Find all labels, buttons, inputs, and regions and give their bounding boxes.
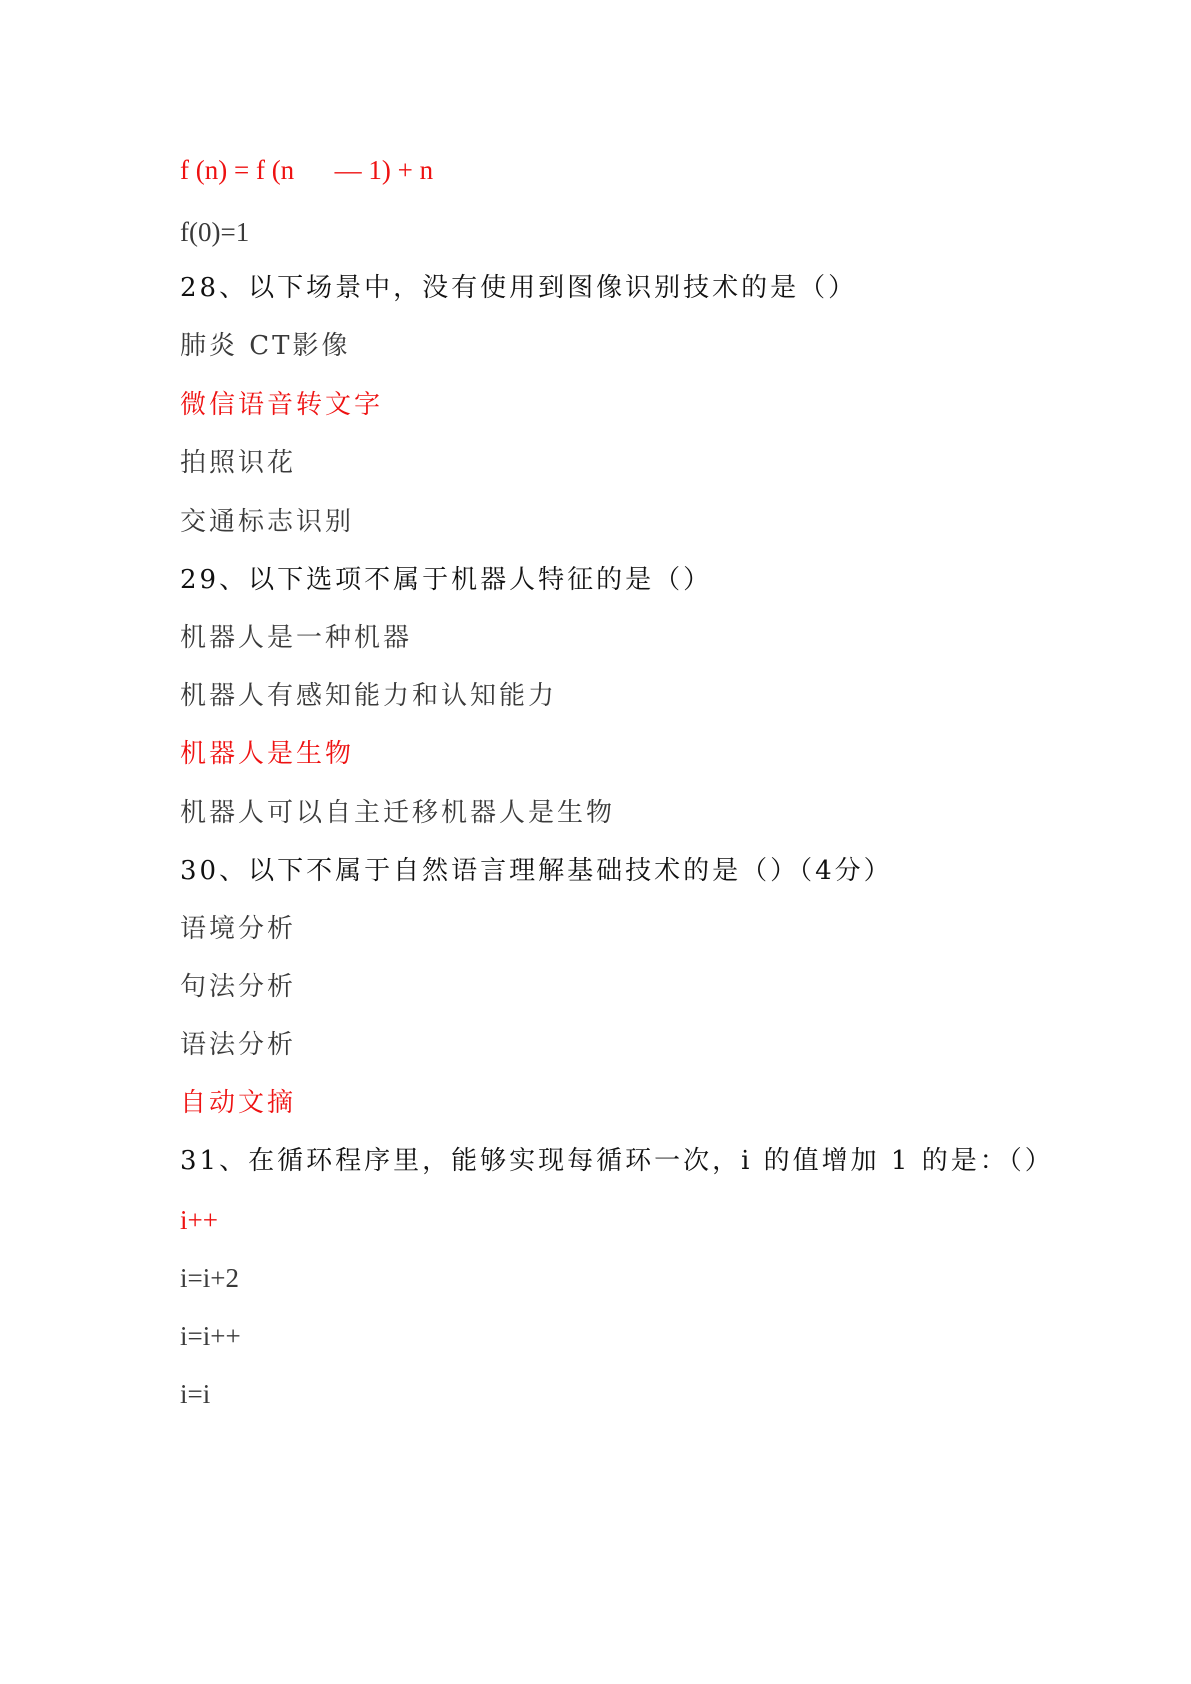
answer-28-b: 微信语音转文字 bbox=[180, 390, 384, 420]
option-line-base-case: f(0)=1 bbox=[180, 217, 250, 247]
option-29-a: 机器人是一种机器 bbox=[180, 623, 413, 653]
option-30-c: 语法分析 bbox=[180, 1030, 297, 1060]
option-30-a: 语境分析 bbox=[180, 914, 297, 944]
question-30: 30、以下不属于自然语言理解基础技术的是（）（4分） bbox=[180, 856, 893, 886]
question-29: 29、以下选项不属于机器人特征的是（） bbox=[180, 565, 713, 595]
answer-line-formula: f (n) = f (n — 1) + n bbox=[180, 155, 434, 185]
answer-30-d: 自动文摘 bbox=[180, 1088, 297, 1118]
option-29-b: 机器人有感知能力和认知能力 bbox=[180, 681, 558, 711]
answer-29-c: 机器人是生物 bbox=[180, 739, 355, 769]
option-29-d: 机器人可以自主迁移机器人是生物 bbox=[180, 798, 616, 828]
option-31-d: i=i bbox=[180, 1379, 211, 1409]
answer-31-a: i++ bbox=[180, 1205, 218, 1235]
question-31: 31、在循环程序里，能够实现每循环一次，i 的值增加 1 的是：（） bbox=[180, 1146, 1054, 1176]
option-28-a: 肺炎 CT影像 bbox=[180, 331, 351, 361]
option-31-b: i=i+2 bbox=[180, 1263, 239, 1293]
option-30-b: 句法分析 bbox=[180, 972, 297, 1002]
option-31-c: i=i++ bbox=[180, 1321, 241, 1351]
question-28: 28、以下场景中，没有使用到图像识别技术的是（） bbox=[180, 273, 858, 303]
option-28-d: 交通标志识别 bbox=[180, 507, 355, 537]
option-28-c: 拍照识花 bbox=[180, 448, 297, 478]
